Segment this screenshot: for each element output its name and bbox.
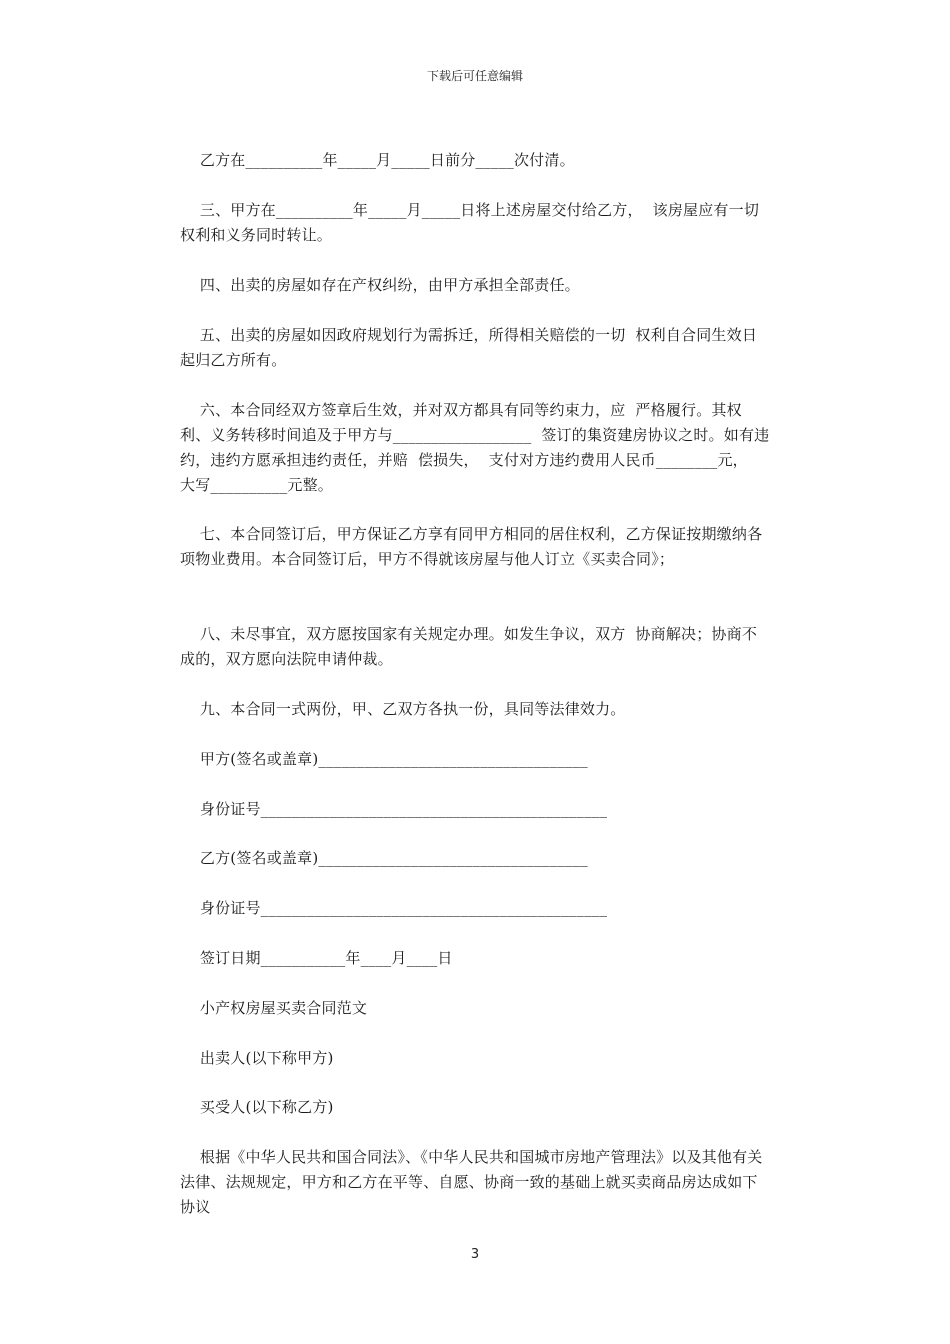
signing-date-line: 签订日期___________年____月____日 [180, 949, 453, 967]
clause-4-dispute: 四、出卖的房屋如存在产权纠纷，由甲方承担全部责任。 [180, 276, 580, 294]
party-b-signature-line: 乙方(签名或盖章)___________________________________ [180, 849, 588, 867]
seller-line: 出卖人(以下称甲方) [180, 1049, 334, 1067]
clause-7-rights: 七、本合同签订后，甲方保证乙方享有同甲方相同的居住权利，乙方保证按期缴纳各项物业费用。本合同签订后，甲方不得就该房屋与他人订立《买卖合同》； [180, 525, 763, 568]
buyer-line: 买受人(以下称乙方) [180, 1098, 334, 1116]
clause-9-copies: 九、本合同一式两份，甲、乙双方各执一份，具同等法律效力。 [180, 700, 626, 718]
party-a-signature-line: 甲方(签名或盖章)___________________________________ [180, 750, 588, 768]
clause-5-demolition: 五、出卖的房屋如因政府规划行为需拆迁，所得相关赔偿的一切 权利自合同生效日起归乙方所有。 [180, 326, 758, 369]
clause-8-arbitration: 八、未尽事宜，双方愿按国家有关规定办理。如发生争议，双方 协商解决；协商不成的，双方愿向法院申请仲裁。 [180, 625, 758, 668]
section-title: 小产权房屋买卖合同范文 [180, 999, 368, 1017]
preamble: 根据《中华人民共和国合同法》、《中华人民共和国城市房地产管理法》以及其他有关法律、法规规定，甲方和乙方在平等、自愿、协商一致的基础上就买卖商品房达成如下协议 [180, 1148, 763, 1216]
page-number: 3 [470, 1247, 480, 1262]
party-a-id-line: 身份证号_____________________________________________ [180, 800, 608, 818]
page-header: 下载后可任意编辑 [426, 69, 523, 83]
payment-clause: 乙方在__________年_____月_____日前分_____次付清。 [180, 151, 575, 169]
clause-3-delivery: 三、甲方在__________年_____月_____日将上述房屋交付给乙方， 该房屋应有一切权利和义务同时转让。 [180, 201, 760, 244]
clause-6-effect: 六、本合同经双方签章后生效，并对双方都具有同等约束力，应 严格履行。其权利、义务转移时间追及于甲方与__________________ 签订的集资建房协议之时。如有违约，违约方愿承担违约责任，并赔 偿损失， 支付对方违约费用人民币________元， 大写__________元整。 [180, 401, 770, 494]
party-b-id-line: 身份证号_____________________________________________ [180, 899, 608, 917]
